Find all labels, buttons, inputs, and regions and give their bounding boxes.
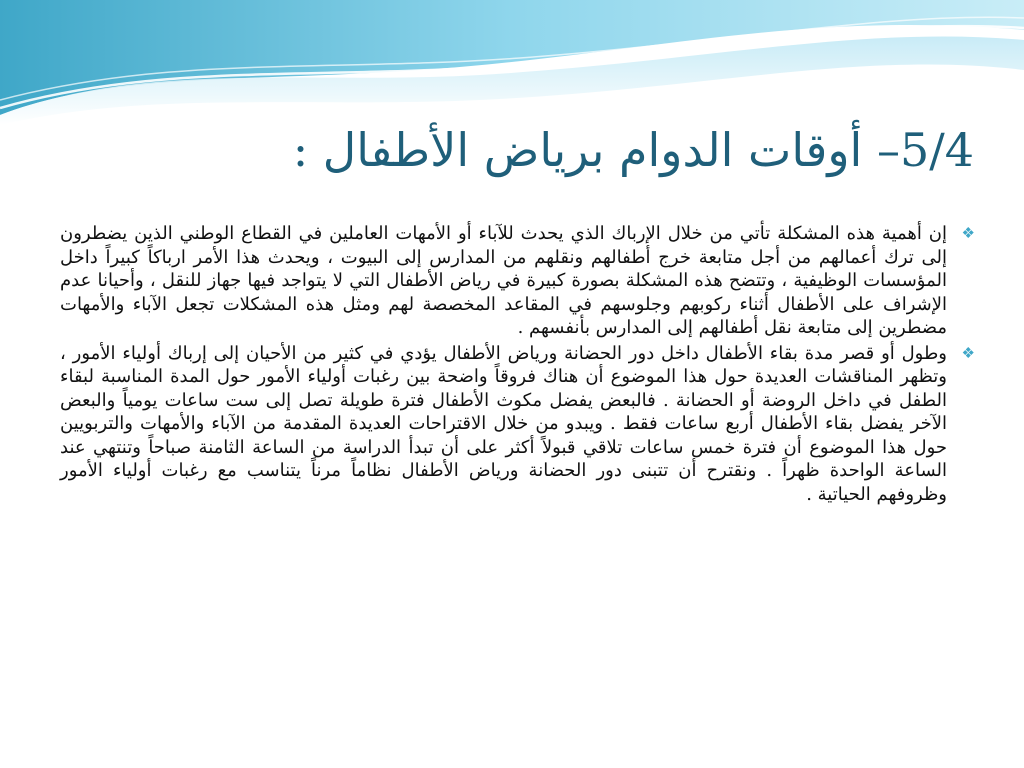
- paragraph-text: وطول أو قصر مدة بقاء الأطفال داخل دور الحضانة ورياض الأطفال يؤدي في كثير من الأحيان إلى إرباك أولياء الأمور ، وتظهر المناقشات العديدة حول هذا الموضوع أن هناك فروقاً واضحة بين رغبات أولياء الأمور حول المدة المناسبة لبقاء الطفل في داخل الروضة أو الحضانة . فالبعض يفضل مكوث الأطفال فترة طويلة تصل إلى ست ساعات يومياً والبعض الآخر يفضل بقاء الأطفال أربع ساعات فقط . ويبدو من خلال الاقتراحات العديدة المقدمة من الآباء والأمهات والتربويين حول هذا الموضوع أن فترة خمس ساعات تلاقي قبولاً أكثر على أن تبدأ الدراسة من الساعة الثامنة صباحاً وتنتهي عند الساعة الواحدة ظهراً . ونقترح أن تتبنى دور الحضانة ورياض الأطفال نظاماً مرناً يتناسب مع رغبات أولياء الأمور وظروفهم الحياتية .: [60, 342, 947, 505]
- slide-body: [60, 222, 975, 508]
- paragraph-1: [60, 222, 975, 340]
- header-wave-decoration: [0, 0, 1024, 125]
- slide-title: 5/4– أوقات الدوام برياض الأطفال :: [292, 123, 974, 177]
- diamond-bullet-icon: ❖: [961, 224, 975, 242]
- diamond-bullet-icon: ❖: [961, 343, 975, 362]
- paragraph-text: إن أهمية هذه المشكلة تأتي من خلال الإرباك الذي يحدث للآباء أو الأمهات العاملين في القطاع الوطني الذين يضطرون إلى ترك أعمالهم من أجل متابعة خرج أطفالهم ونقلهم من المدارس إلى البيوت ، ويحدث هذا الأمر ارباكاً كبيراً داخل المؤسسات الوظيفية ، وتتضح هذه المشكلة بصورة كبيرة في رياض الأطفال التي لا يتواجد فيها جهاز للنقل ، وأحيانا عدم الإشراف على الأطفال أثناء ركوبهم وجلوسهم في المقاعد المخصصة لهم ومثل هذه المشكلات تجعل الآباء والأمهات مضطرين إلى متابعة نقل أطفالهم إلى المدارس بأنفسهم .: [60, 223, 947, 338]
- paragraph-2: [60, 342, 975, 507]
